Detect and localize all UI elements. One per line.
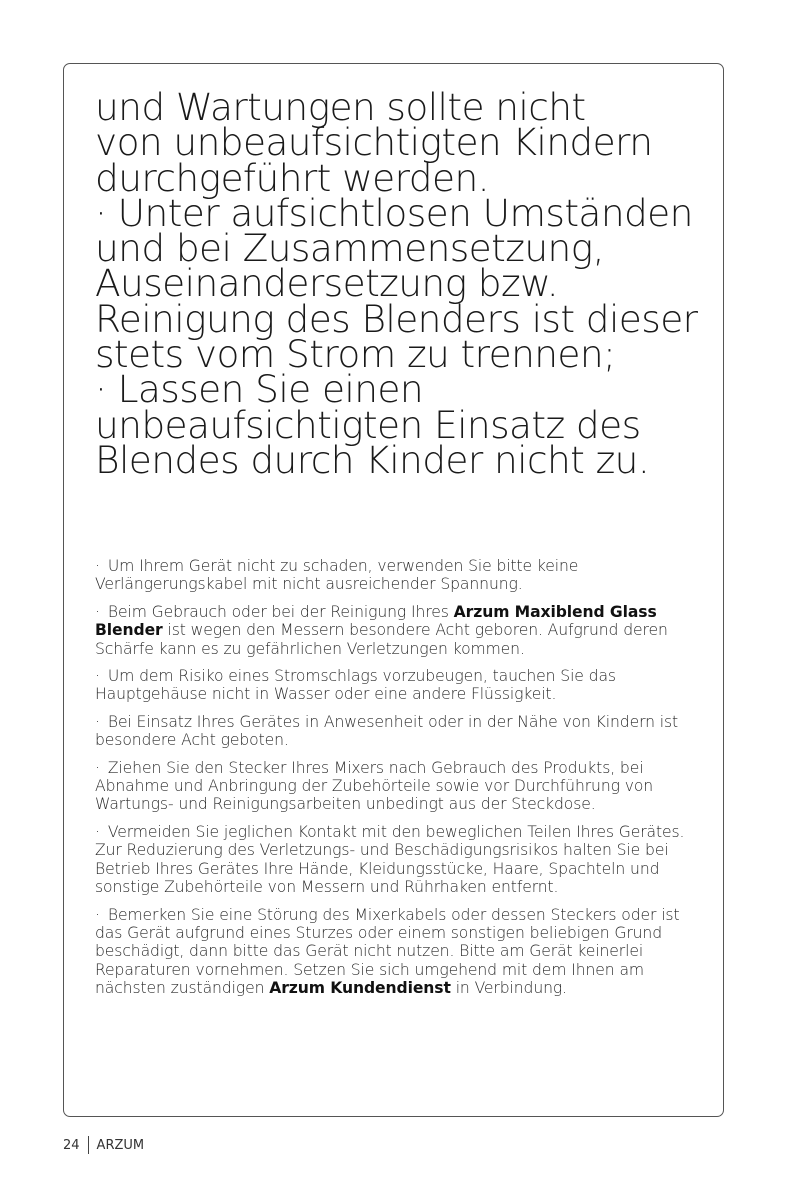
paragraph-moving-parts: · Vermeiden Sie jeglichen Kontakt mit den beweglichen Teilen Ihres Gerätes. Zur Reduzierung des Verletzungs- und Beschädigungsrisikos halten Sie bei Betrieb Ihres Gerätes Ihre Hände, Kleidungsstücke, Haare, Spachteln und sonstige Zubehörteile von Messern und Rührhaken entfernt.	[95, 822, 685, 897]
safety-paragraphs	[95, 557, 695, 1007]
large-line: · Unter aufsichtlosen Umständen	[95, 190, 693, 235]
paragraph-blades: · Beim Gebrauch oder bei der Reinigung Ihres Arzum Maxiblend Glass Blender ist wegen den Messern besondere Acht geboren. Aufgrund deren Schärfe kann es zu gefährlichen Verletzungen kommen.	[95, 602, 668, 658]
large-line: Reinigung des Blenders ist dieser	[95, 296, 698, 341]
paragraph-extension-cable: · Um Ihrem Gerät nicht zu schaden, verwenden Sie bitte keine Verlängerungskabel mit nicht ausreichender Spannung.	[95, 557, 579, 594]
large-line: · Lassen Sie einen	[95, 367, 424, 412]
service-name: Arzum Kundendienst	[269, 979, 451, 998]
paragraph-unplug: · Ziehen Sie den Stecker Ihres Mixers nach Gebrauch des Produkts, bei Abnahme und Anbringung der Zubehörteile sowie vor Durchführung von Wartungs- und Reinigungsarbeiten unbedingt aus der Steckdose.	[95, 758, 654, 814]
large-line: unbeaufsichtigten Einsatz des	[95, 402, 641, 447]
product-name: Arzum Maxiblend Glass Blender	[95, 602, 657, 640]
large-line: Blendes durch Kinder nicht zu.	[95, 437, 650, 482]
large-line: von unbeaufsichtigten Kindern	[95, 120, 653, 165]
page-number: 24	[63, 1137, 80, 1153]
paragraph-children: · Bei Einsatz Ihres Gerätes in Anwesenheit oder in der Nähe von Kindern ist besondere Acht geboten.	[95, 712, 679, 750]
large-line: stets vom Strom zu trennen;	[95, 332, 616, 377]
footer-divider	[88, 1136, 89, 1154]
paragraph-damage: · Bemerken Sie eine Störung des Mixerkabels oder dessen Steckers oder ist das Gerät aufgrund eines Sturzes oder einem sonstigen beliebigen Grund beschädigt, dann bitte das Gerät nicht nutzen. Bitte am Gerät keinerlei Reparaturen vornehmen. Setzen Sie sich umgehend mit dem Ihnen am nächsten zuständigen Arzum Kundendienst in Verbindung.	[95, 905, 680, 998]
page-footer	[63, 1136, 144, 1154]
large-text-block	[95, 85, 705, 482]
large-line: Auseinandersetzung bzw.	[95, 261, 559, 306]
large-line: und bei Zusammensetzung,	[95, 226, 604, 271]
paragraph-electric-shock: · Um dem Risiko eines Stromschlags vorzubeugen, tauchen Sie das Hauptgehäuse nicht in Wasser oder eine andere Flüssigkeit.	[95, 667, 616, 704]
large-line: durchgeführt werden.	[95, 155, 489, 200]
brand-name: ARZUM	[96, 1137, 145, 1153]
large-line: und Wartungen sollte nicht	[95, 85, 586, 129]
